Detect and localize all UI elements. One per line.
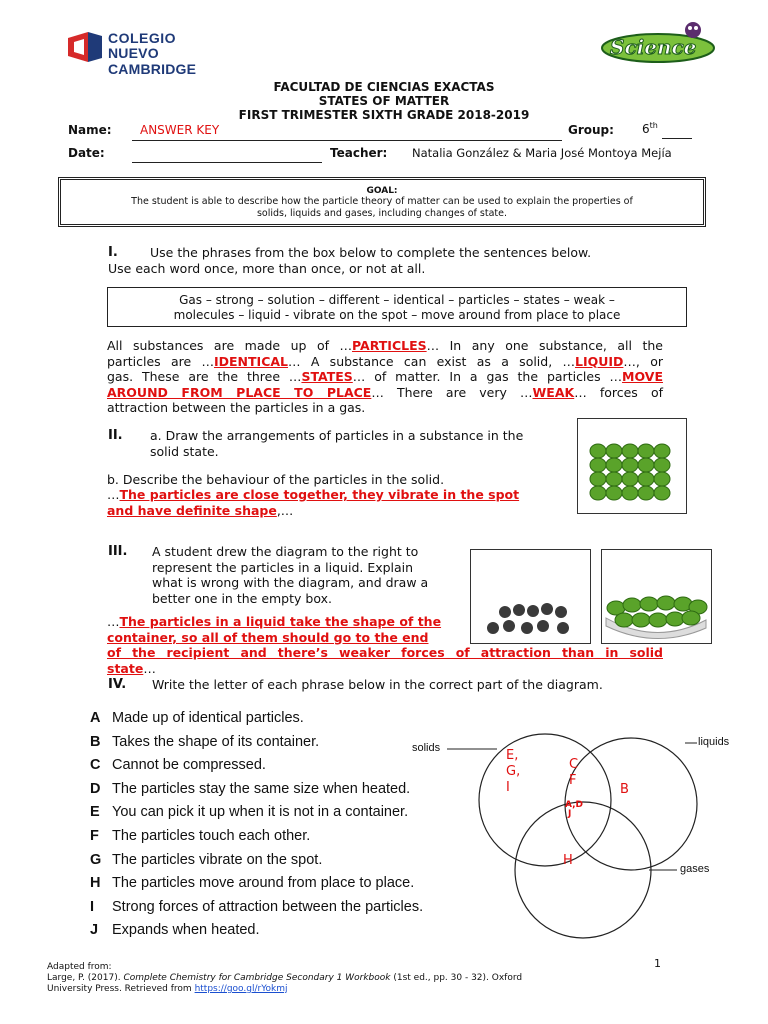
- section-3-number: III.: [108, 544, 128, 559]
- section-4-instruction: Write the letter of each phrase below in the correct part of the diagram.: [152, 677, 603, 692]
- citation-edition: (1st ed., pp. 30 - 32). Oxford: [390, 973, 523, 983]
- item-letter: G: [90, 851, 102, 868]
- answer-weak: WEAK: [532, 384, 575, 400]
- citation-title: Complete Chemistry for Cambridge Secondary 1 Workbook: [123, 973, 391, 983]
- para-text: … A substance can exist as a solid, …: [288, 353, 575, 369]
- venn-answer-solids-only: [506, 748, 520, 796]
- venn-answer-center: [565, 801, 583, 819]
- group-value: [642, 121, 658, 136]
- venn-label-liquids: liquids: [698, 736, 730, 748]
- section-4-number: IV.: [108, 677, 127, 692]
- q3-line2: represent the particles in a liquid. Explain: [152, 559, 414, 575]
- answer-states: STATES: [301, 369, 353, 384]
- goal-line1: The student is able to describe how the particle theory of matter can be used to explain the properties of: [131, 196, 633, 207]
- item-letter: J: [90, 922, 99, 939]
- section-1-number: I.: [108, 245, 118, 260]
- list-item: [90, 731, 423, 755]
- q3-answer-line2: [107, 630, 663, 646]
- item-text: Expands when heated.: [112, 922, 260, 939]
- list-item: [90, 707, 423, 731]
- footer-adapted: Adapted from:: [47, 962, 112, 972]
- answer-move: MOVE: [622, 369, 663, 384]
- venn-answer-line: I: [506, 780, 510, 795]
- science-logo: [598, 18, 718, 66]
- list-item: [90, 896, 423, 920]
- item-letter: B: [90, 733, 101, 750]
- goal-title: GOAL:: [366, 186, 398, 196]
- name-value: ANSWER KEY: [140, 123, 220, 137]
- school-logo-mark: [68, 32, 102, 62]
- q3-answer-line4: [107, 661, 663, 677]
- item-letter: E: [90, 804, 100, 821]
- list-item: [90, 825, 423, 849]
- para-text: gas. These are the three …: [107, 369, 302, 384]
- item-letter: F: [90, 827, 99, 844]
- answer-liquid: LIQUID: [575, 353, 624, 369]
- solid-particles-drawing: [578, 419, 686, 513]
- para-text: … There are very …: [371, 384, 533, 400]
- school-name-line1: COLEGIO: [108, 30, 177, 46]
- item-text: The particles move around from place to place.: [112, 875, 415, 892]
- section-2-question-b: b. Describe the behaviour of the particles in the solid.: [107, 472, 445, 487]
- footer-reference: [47, 962, 607, 995]
- list-item: [90, 801, 423, 825]
- para-text: … In any one substance, all the: [426, 338, 663, 353]
- q2b-answer-line2: [107, 503, 519, 519]
- venn-answer-line: G,: [506, 764, 521, 779]
- q2b-answer-line1: [107, 487, 519, 503]
- section-1-paragraph: [107, 338, 663, 416]
- section-1-instruction-1: Use the phrases from the box below to complete the sentences below.: [150, 245, 592, 260]
- answer-text: container, so all of them should go to the end: [107, 629, 429, 645]
- period-title: FIRST TRIMESTER SIXTH GRADE 2018-2019: [238, 108, 530, 122]
- list-item: [90, 919, 423, 943]
- item-letter: D: [90, 780, 101, 797]
- para-text: … of matter. In a gas the particles …: [352, 369, 623, 384]
- venn-answer-line: F: [569, 773, 577, 788]
- venn-circle-liquids: [565, 738, 697, 870]
- solid-particles-box: [577, 418, 687, 514]
- section-2-answer: [107, 487, 519, 518]
- venn-label-solids: solids: [412, 742, 441, 754]
- goal-box: [58, 177, 706, 227]
- section-2-question-a: [150, 428, 523, 459]
- venn-answer-line: C: [569, 757, 579, 772]
- item-letter: H: [90, 875, 101, 892]
- subject-title: STATES OF MATTER: [318, 94, 450, 108]
- item-letter: I: [90, 898, 95, 915]
- q2a-line1: a. Draw the arrangements of particles in a substance in the: [150, 428, 524, 443]
- answer-suffix: …: [143, 660, 156, 676]
- item-text: Takes the shape of its container.: [112, 733, 320, 750]
- q3-line4: better one in the empty box.: [152, 590, 332, 606]
- name-label: Name:: [68, 123, 112, 137]
- faculty-title: FACULTAD DE CIENCIAS EXACTAS: [273, 80, 495, 94]
- word-box-line2: molecules – liquid - vibrate on the spot – move around from place to place: [173, 308, 621, 322]
- answer-text: The particles are close together, they vibrate in the spot: [119, 487, 520, 502]
- answer-around: AROUND FROM PLACE TO PLACE: [107, 384, 372, 400]
- date-label: Date:: [68, 146, 105, 160]
- venn-answer-gases-only: H: [563, 853, 573, 868]
- answer-text: and have definite shape: [107, 502, 277, 518]
- para-line-3: [107, 369, 663, 385]
- teacher-value: Natalia González & Maria José Montoya Mejía: [412, 146, 672, 160]
- answer-prefix: …: [107, 487, 120, 502]
- item-text: The particles vibrate on the spot.: [112, 851, 323, 868]
- science-logo-text: Science: [610, 35, 697, 59]
- item-text: Made up of identical particles.: [112, 710, 304, 726]
- goal-line2: solids, liquids and gases, including changes of state.: [256, 208, 508, 219]
- venn-answer-solid-liquid: [569, 757, 578, 789]
- venn-label-gases: gases: [680, 863, 710, 875]
- para-line-2: [107, 354, 663, 370]
- para-text: …, or: [623, 353, 663, 369]
- list-item: [90, 754, 423, 778]
- section-2-number: II.: [108, 428, 123, 443]
- item-letter: C: [90, 757, 101, 774]
- word-box: [107, 287, 687, 327]
- q3-line1: A student drew the diagram to the right to: [152, 544, 419, 559]
- venn-answer-line: J: [568, 809, 572, 819]
- item-letter: A: [90, 710, 101, 726]
- para-text: particles are …: [107, 353, 214, 369]
- answer-text: of the recipient and there’s weaker forces of attraction than in solid: [107, 645, 663, 660]
- answer-text: The particles in a liquid take the shape of the: [119, 614, 442, 629]
- venn-answer-line: A,D: [565, 800, 584, 810]
- item-text: Strong forces of attraction between the particles.: [112, 898, 424, 915]
- citation-link[interactable]: https://goo.gl/rYokmj: [194, 984, 288, 994]
- para-line-4: [107, 385, 663, 401]
- q3-answer-line3: [107, 645, 663, 661]
- list-item: [90, 778, 423, 802]
- answer-identical: IDENTICAL: [213, 353, 289, 369]
- citation-authors: Large, P. (2017).: [47, 973, 124, 983]
- para-text: All substances are made up of …: [107, 338, 353, 353]
- section-3-question: [152, 544, 458, 606]
- q2a-line2: solid state.: [150, 443, 219, 459]
- section-1-instruction-2: Use each word once, more than once, or not at all.: [108, 261, 426, 276]
- answer-particles: PARTICLES: [352, 338, 427, 353]
- word-box-line1: Gas – strong – solution – different – identical – particles – states – weak –: [179, 293, 615, 307]
- list-item: [90, 872, 423, 896]
- page-number: 1: [654, 957, 661, 970]
- teacher-label: Teacher:: [330, 146, 388, 160]
- group-field-line[interactable]: [662, 138, 692, 139]
- section-3-answer: [107, 614, 663, 676]
- answer-suffix: ,…: [276, 502, 294, 518]
- answer-prefix: …: [107, 614, 120, 629]
- group-number: 6: [642, 122, 650, 136]
- date-field-line[interactable]: [132, 162, 322, 163]
- venn-circle-solids: [479, 734, 611, 866]
- list-item: [90, 849, 423, 873]
- name-field-line[interactable]: [132, 140, 562, 141]
- para-line-5: attraction between the particles in a gas.: [107, 400, 366, 415]
- group-label: Group:: [568, 123, 614, 137]
- para-line-1: [107, 338, 663, 354]
- item-text: Cannot be compressed.: [112, 757, 266, 774]
- para-text: … forces of: [574, 384, 663, 400]
- item-text: The particles stay the same size when heated.: [112, 780, 411, 797]
- citation-publisher: University Press. Retrieved from: [47, 984, 195, 994]
- footer-citation-line1: [47, 973, 607, 984]
- footer-citation-line2: [47, 984, 607, 995]
- venn-answer-liquids-only: B: [620, 782, 629, 797]
- group-suffix: th: [649, 121, 658, 130]
- item-text: The particles touch each other.: [112, 827, 311, 844]
- venn-diagram: [405, 720, 735, 960]
- school-name-line2: NUEVO CAMBRIDGE: [108, 45, 197, 77]
- q3-line3: what is wrong with the diagram, and draw a: [152, 575, 429, 590]
- venn-answer-line: E,: [506, 748, 519, 763]
- answer-text: state: [107, 660, 144, 676]
- q3-answer-line1: [107, 614, 663, 630]
- statement-list: [90, 707, 423, 943]
- school-logo: [68, 30, 243, 77]
- item-text: You can pick it up when it is not in a container.: [112, 804, 409, 821]
